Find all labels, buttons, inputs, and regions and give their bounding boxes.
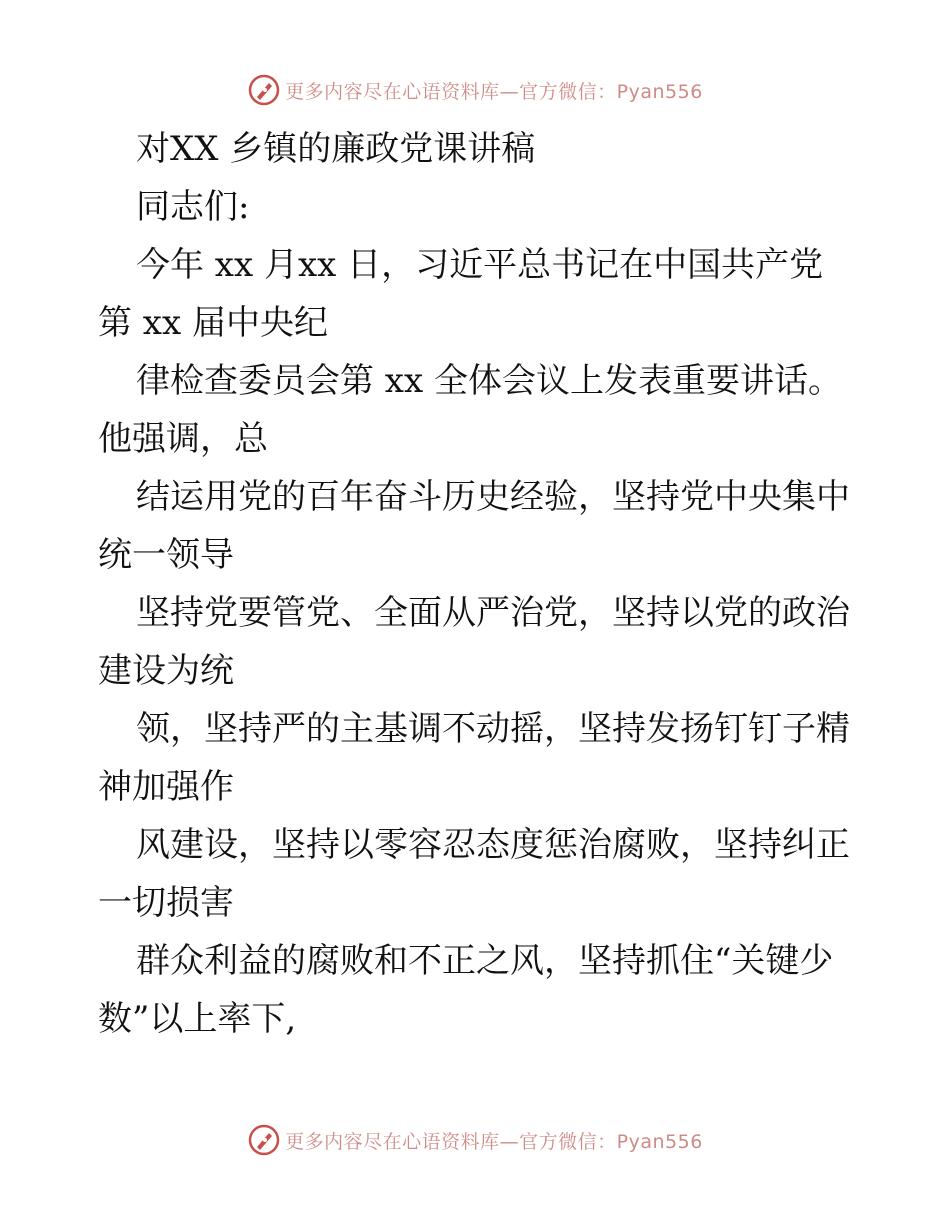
document-title: 对XX 乡镇的廉政党课讲稿 <box>136 129 536 169</box>
paragraph-line: 同志们: <box>136 187 250 227</box>
paragraph-line: 神加强作 <box>98 767 234 807</box>
paragraph-line: 律检查委员会第 xx 全体会议上发表重要讲话。 <box>136 361 842 401</box>
footer-watermark <box>0 1122 950 1158</box>
paragraph-line: 一切损害 <box>98 883 234 923</box>
paragraph-line: 他强调，总 <box>98 419 268 459</box>
pen-nib-logo-icon <box>247 1123 281 1157</box>
paragraph-line: 群众利益的腐败和不正之风，坚持抓住“关键少 <box>136 941 834 981</box>
paragraph-line: 风建设，坚持以零容忍态度惩治腐败，坚持纠正 <box>136 825 850 865</box>
watermark-text: 更多内容尽在心语资料库—官方微信：Pyan556 <box>285 80 703 103</box>
paragraph-line: 今年 xx 月xx 日，习近平总书记在中国共产党 <box>136 245 824 285</box>
document-body <box>98 120 858 1048</box>
paragraph-line: 第 xx 届中央纪 <box>98 303 328 343</box>
pen-nib-logo-icon <box>247 73 281 107</box>
paragraph-line: 数”以上率下, <box>98 999 297 1039</box>
paragraph-line: 结运用党的百年奋斗历史经验，坚持党中央集中 <box>136 477 850 517</box>
paragraph-line: 坚持党要管党、全面从严治党，坚持以党的政治 <box>136 593 850 633</box>
paragraph-line: 领，坚持严的主基调不动摇，坚持发扬钉钉子精 <box>136 709 850 749</box>
header-watermark <box>0 72 950 108</box>
paragraph-line: 统一领导 <box>98 535 234 575</box>
watermark-text: 更多内容尽在心语资料库—官方微信：Pyan556 <box>285 1130 703 1153</box>
paragraph-line: 建设为统 <box>98 651 234 691</box>
